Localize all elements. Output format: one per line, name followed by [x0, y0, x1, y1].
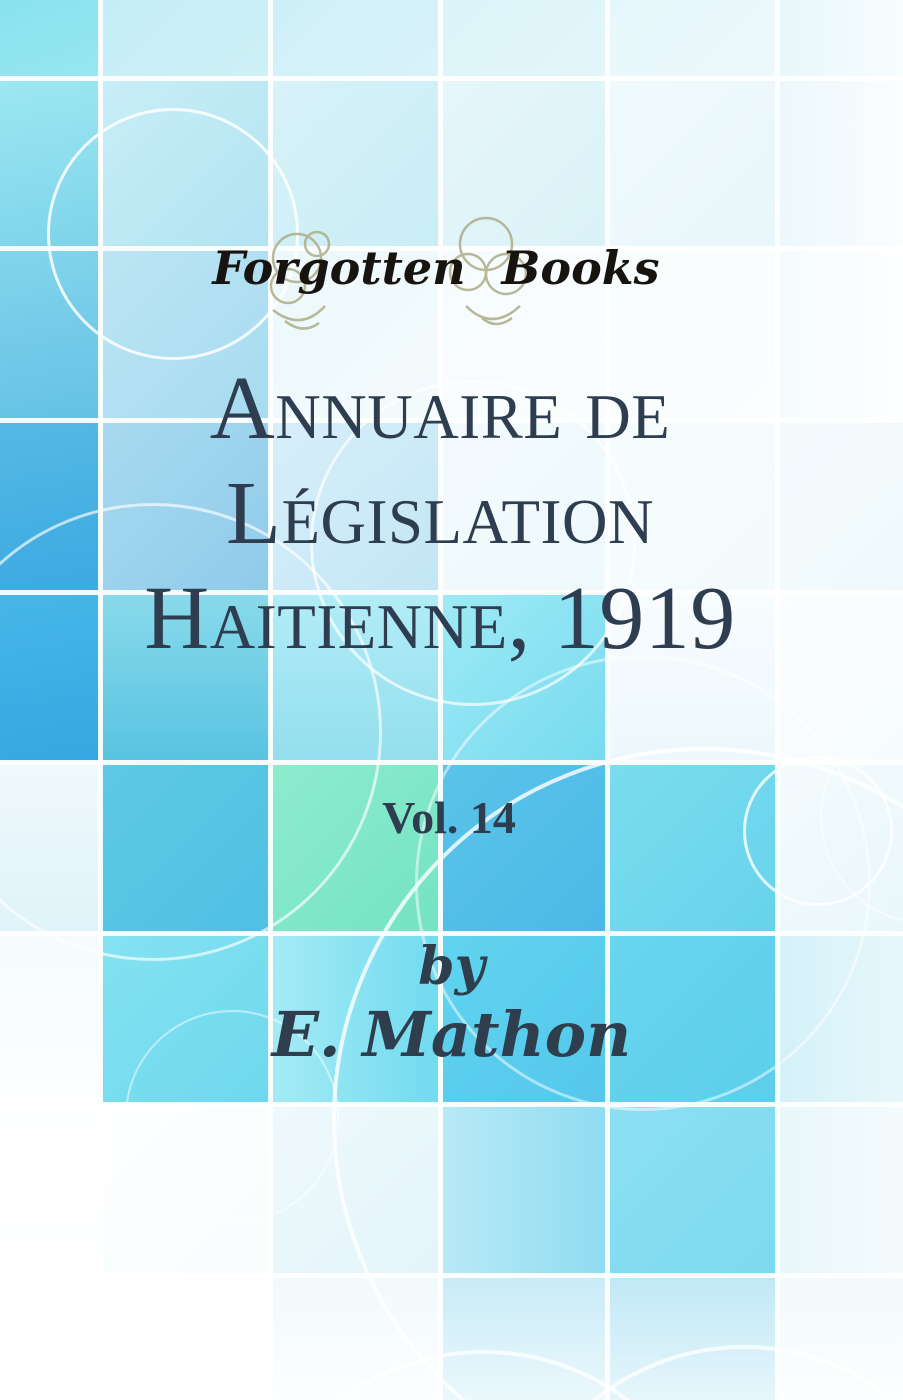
publisher-logo: Forgotten Books	[212, 241, 660, 295]
grid-line-vertical	[438, 0, 443, 1400]
grid-line-vertical	[98, 0, 103, 1400]
grid-line-horizontal	[0, 1273, 903, 1278]
grid-line-horizontal	[0, 1102, 903, 1107]
byline	[0, 936, 903, 1072]
byline-prefix: by	[418, 936, 485, 997]
title-line-1: Annuaire de	[209, 359, 671, 458]
title-line-2: Législation	[226, 464, 654, 563]
book-title	[0, 356, 880, 671]
title-line-3: Haitienne, 1919	[144, 569, 736, 668]
grid-line-vertical	[605, 0, 610, 1400]
grid-line-vertical	[775, 0, 780, 1400]
grid-line-vertical	[268, 0, 273, 1400]
volume-label: Vol. 14	[382, 792, 516, 843]
grid-line-horizontal	[0, 760, 903, 765]
author-name: E. Mathon	[271, 998, 632, 1071]
grid-line-horizontal	[0, 76, 903, 81]
